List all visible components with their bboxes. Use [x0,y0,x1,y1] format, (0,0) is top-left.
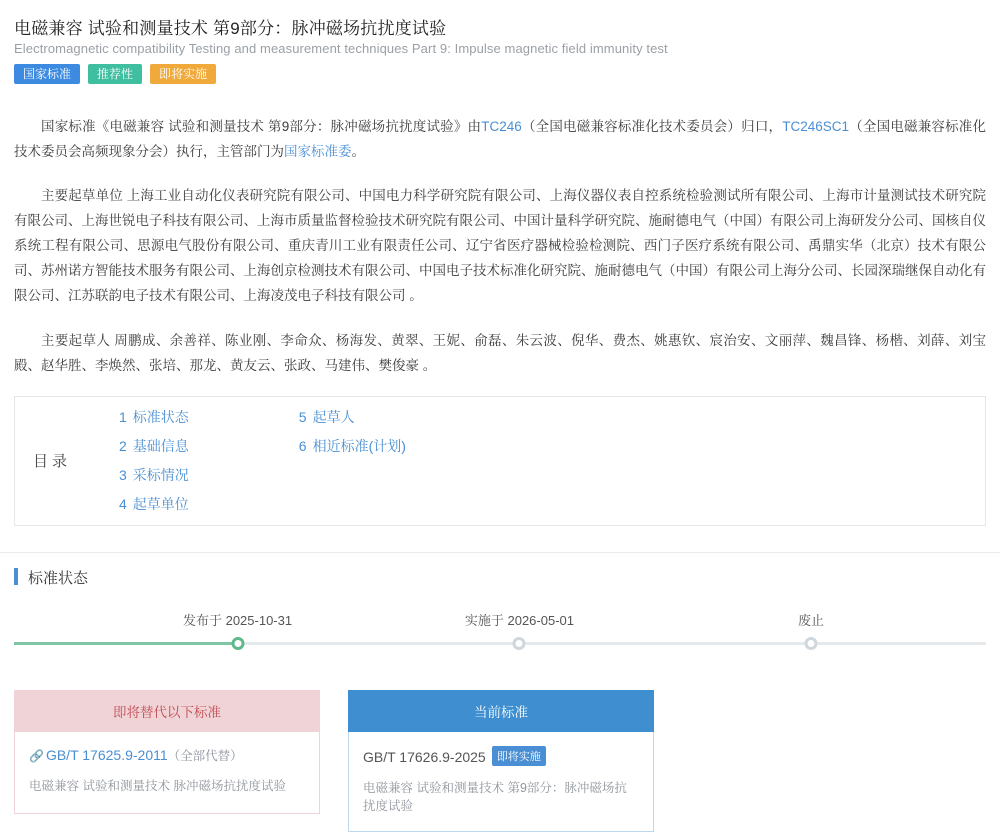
committee-link-tc246[interactable]: TC246 [481,118,522,134]
authority-link[interactable]: 国家标准委 [284,143,352,159]
toc-item-label: 基础信息 [132,438,189,455]
status-badge-upcoming: 即将实施 [150,64,216,84]
toc-item-label: 起草人 [312,409,355,426]
toc-item-basic-info[interactable] [119,436,189,456]
replaced-standard-code[interactable]: GB/T 17625.9-2011 [45,746,168,763]
toc-number: 4 [119,496,127,513]
card-current-standard [348,690,654,832]
section-title-status: 标准状态 [14,567,88,588]
status-badge-national: 国家标准 [14,64,80,84]
timeline-dot-effective [513,637,526,650]
timeline-dot-abolished [805,637,818,650]
timeline-track [14,642,986,645]
replaced-standard-row [29,746,305,765]
status-section-header [0,567,1000,588]
toc-number: 3 [119,467,127,484]
toc-item-drafting-units[interactable] [119,494,189,514]
toc-columns [119,407,406,514]
paragraph-drafting-units: 主要起草单位 上海工业自动化仪表研究院有限公司、中国电力科学研究院有限公司、上海仪器仪表自控系统检验测试所有限公司、上海市计量测试技术研究院有限公司、上海世锐电子科技有限公司、上海市质量监督检验技术研究院有限公司、中国计量科学研究院、施耐德电气（中国）有限公司上海研发分公司、国核自仪系统工程有限公司、思源电气股份有限公司、重庆青川工业有限责任公司、辽宁省医疗器械检验检测院、西门子医疗系统有限公司、禹鼎实华（北京）技术有限公司、苏州诺方智能技术服务有限公司、上海创京检测技术有限公司、中国电子技术标准化研究院、施耐德电气（中国）有限公司上海分公司、长园深瑞继保自动化有限公司、江苏联韵电子技术有限公司、上海凌茂电子科技有限公司 。 [14,188,986,304]
timeline-label-published: 发布于 2025-10-31 [182,612,293,628]
card-replaced-standards [14,690,320,832]
toc-column-left [119,407,189,514]
timeline-labels [14,610,986,630]
toc-item-label: 起草单位 [132,496,189,513]
timeline-wrap [0,610,1000,662]
current-standard-code: GB/T 17626.9-2025 [363,748,486,765]
table-of-contents [14,396,986,526]
toc-number: 5 [298,409,307,426]
paragraph-origin [0,108,1000,164]
paragraph-origin-text-3: （全国电磁兼容标准化技术委员会高频现象分会）执行，主管部门为 [14,118,987,159]
page-title: 电磁兼容 试验和测量技术 第9部分：脉冲磁场抗扰度试验 [14,19,447,38]
card-replaced-header: 即将替代以下标准 [14,690,320,732]
toc-item-related-standards[interactable] [299,436,406,456]
standards-cards-wrap [0,690,1000,832]
timeline-label-effective: 实施于 2026-05-01 [464,612,574,628]
toc-number: 1 [119,409,127,426]
timeline-progress [14,642,238,645]
badge-group [0,62,1000,94]
toc-item-drafters[interactable] [299,407,406,427]
toc-item-label: 标准状态 [132,409,189,426]
replaced-standard-desc: 电磁兼容 试验和测量技术 脉冲磁场抗扰度试验 [29,778,286,793]
paragraph-origin-text-1: 国家标准《电磁兼容 试验和测量技术 第9部分：脉冲磁场抗扰度试验》由 [41,118,482,134]
toc-item-adoption[interactable] [119,465,189,485]
page-subtitle: Electromagnetic compatibility Testing and measurement techniques Part 9: Impulse magnetic field immunity test [14,41,668,56]
toc-column-right [299,407,406,514]
timeline-label-abolished: 废止 [798,612,825,628]
current-standard-row [363,746,639,767]
toc-item-standard-status[interactable] [119,407,189,427]
current-standard-badge: 即将实施 [492,746,546,766]
card-current-body [348,732,654,832]
paragraph-origin-text-2: （全国电磁兼容标准化技术委员会）归口， [521,118,783,134]
card-current-header: 当前标准 [348,690,654,732]
current-standard-desc: 电磁兼容 试验和测量技术 第9部分：脉冲磁场抗扰度试验 [363,780,627,813]
toc-label: 目录 [33,453,72,471]
status-section [0,552,1000,832]
replaced-standard-note: （全部代替） [167,748,243,763]
link-icon: 🔗 [29,748,44,763]
toc-item-label: 采标情况 [132,467,189,484]
status-badge-recommended: 推荐性 [88,64,142,84]
toc-number: 6 [298,438,307,455]
status-timeline [14,610,986,662]
toc-item-label: 相近标准(计划) [312,438,406,455]
timeline-dot-published [231,637,244,650]
paragraph-origin-text-4: 。 [351,143,365,159]
toc-number: 2 [119,438,127,455]
card-replaced-body [14,732,320,814]
standards-cards [14,690,986,832]
committee-link-tc246sc1[interactable]: TC246SC1 [782,118,850,134]
paragraph-drafters: 主要起草人 周鹏成、余善祥、陈业刚、李命众、杨海发、黄翠、王妮、俞磊、朱云波、倪华、费杰、姚惠钦、宸治安、文丽萍、魏昌锋、杨楷、刘薛、刘宝殿、赵华胜、李焕然、张培、那龙、黄友云、张政、马建伟、樊俊豪 。 [14,332,986,373]
